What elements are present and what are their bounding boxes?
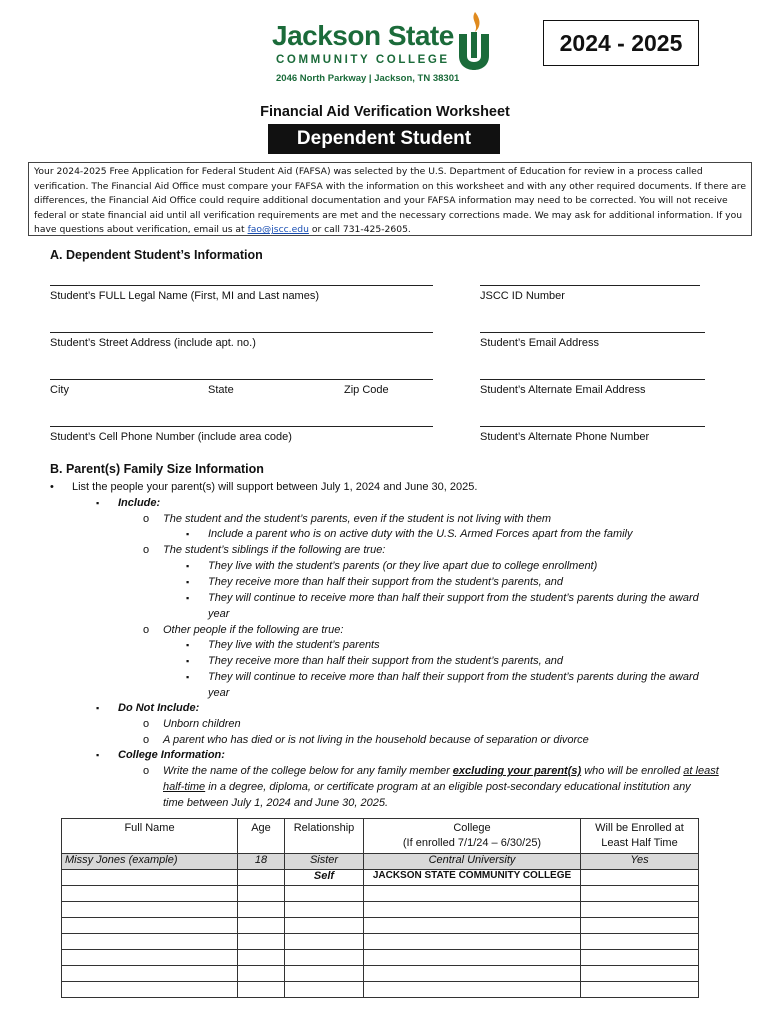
college-info-text: Write the name of the college below for any family member <box>163 765 453 777</box>
college-info-emphasis: at least <box>683 765 719 777</box>
cell-half-time-input[interactable] <box>581 982 699 998</box>
cell-age-input[interactable] <box>238 870 285 886</box>
cell-relationship-input[interactable] <box>285 918 364 934</box>
college-info-heading: College Information: <box>118 749 225 761</box>
intro-text-end: or call 731-425-2605. <box>308 224 411 236</box>
cell-phone-field[interactable] <box>50 426 433 427</box>
cell-half-time-input[interactable] <box>581 934 699 950</box>
square-bullet-icon: ▪ <box>186 577 190 587</box>
square-bullet-icon: ▪ <box>186 656 190 666</box>
alt-email-field[interactable] <box>480 379 705 380</box>
table-row <box>62 982 699 998</box>
circle-bullet-icon: o <box>143 734 150 746</box>
alt-email-label: Student’s Alternate Email Address <box>480 384 646 396</box>
cell-age: 18 <box>238 854 285 870</box>
col-header-relationship: Relationship <box>285 819 364 854</box>
family-table <box>61 818 699 998</box>
square-bullet-icon: ▪ <box>186 593 190 603</box>
email-field[interactable] <box>480 332 705 333</box>
cell-name-input[interactable] <box>62 966 238 982</box>
square-bullet-icon: ▪ <box>186 529 190 539</box>
cell-college-input[interactable] <box>364 966 581 982</box>
include-item-3c: They will continue to receive more than half their support from the student’s parents during the award <box>208 671 699 683</box>
cell-half-time-input[interactable] <box>581 950 699 966</box>
cell-name-input[interactable] <box>62 886 238 902</box>
cell-half-time: Yes <box>581 854 699 870</box>
cell-age-input[interactable] <box>238 934 285 950</box>
circle-bullet-icon: o <box>143 513 150 525</box>
include-item-2c-cont: year <box>208 608 230 620</box>
cell-age-input[interactable] <box>238 886 285 902</box>
include-item-2b: They receive more than half their support from the student’s parents, and <box>208 576 564 588</box>
cell-phone-label: Student’s Cell Phone Number (include area code) <box>50 431 292 443</box>
table-header-row <box>62 819 699 854</box>
college-address: 2046 North Parkway | Jackson, TN 38301 <box>276 73 460 84</box>
award-year-box: 2024 - 2025 <box>543 20 699 66</box>
cell-half-time-input[interactable] <box>581 918 699 934</box>
square-bullet-icon: ▪ <box>186 561 190 571</box>
college-info-line-2 <box>163 781 691 793</box>
torch-logo-icon <box>455 10 493 72</box>
page-subtitle: Dependent Student <box>268 124 500 154</box>
alt-phone-field[interactable] <box>480 426 705 427</box>
college-logo-name: Jackson State <box>272 20 454 51</box>
square-bullet-icon: ▪ <box>186 672 190 682</box>
include-item-3c-cont: year <box>208 687 230 699</box>
include-item-1a: Include a parent who is on active duty with the U.S. Armed Forces apart from the family <box>208 528 633 540</box>
cell-name-input[interactable] <box>62 982 238 998</box>
zip-label: Zip Code <box>344 384 389 396</box>
cell-relationship-input[interactable] <box>285 934 364 950</box>
city-state-zip-field[interactable] <box>50 379 433 380</box>
section-b-heading: B. Parent(s) Family Size Information <box>50 462 264 476</box>
cell-relationship-input[interactable] <box>285 886 364 902</box>
table-row <box>62 934 699 950</box>
page-title: Financial Aid Verification Worksheet <box>260 104 510 120</box>
include-item-2: The student’s siblings if the following are true: <box>163 544 386 556</box>
college-info-emphasis: excluding your parent(s) <box>452 765 582 777</box>
col-header-age: Age <box>238 819 285 854</box>
include-item-3a: They live with the student’s parents <box>208 639 380 651</box>
cell-name-input[interactable] <box>62 934 238 950</box>
include-heading: Include: <box>118 497 161 509</box>
cell-relationship-input[interactable] <box>285 982 364 998</box>
cell-college-input[interactable] <box>364 886 581 902</box>
street-address-field[interactable] <box>50 332 433 333</box>
square-bullet-icon: ▪ <box>96 703 100 713</box>
cell-relationship-input[interactable] <box>285 950 364 966</box>
cell-name-input[interactable] <box>62 918 238 934</box>
not-include-heading: Do Not Include: <box>118 702 200 714</box>
col-header-half-time-line1: Will be Enrolled at <box>595 822 684 834</box>
square-bullet-icon: ▪ <box>186 640 190 650</box>
email-label: Student’s Email Address <box>480 337 600 349</box>
cell-relationship: Sister <box>285 854 364 870</box>
cell-name-input[interactable] <box>62 950 238 966</box>
street-address-label: Student’s Street Address (include apt. no.) <box>50 337 256 349</box>
full-name-label: Student’s FULL Legal Name (First, MI and Last names) <box>50 290 320 302</box>
cell-college-input[interactable] <box>364 918 581 934</box>
col-header-college-line2: (If enrolled 7/1/24 – 6/30/25) <box>402 837 542 849</box>
table-row <box>62 886 699 902</box>
cell-age-input[interactable] <box>238 950 285 966</box>
cell-name: Missy Jones (example) <box>62 854 238 870</box>
col-header-half-time <box>581 819 699 854</box>
college-info-emphasis: half-time <box>163 781 206 793</box>
cell-half-time-input[interactable] <box>581 886 699 902</box>
cell-half-time-input[interactable] <box>581 966 699 982</box>
college-logo-subtitle: COMMUNITY COLLEGE <box>276 54 450 66</box>
circle-bullet-icon: o <box>143 624 150 636</box>
cell-age-input[interactable] <box>238 918 285 934</box>
circle-bullet-icon: o <box>143 718 150 730</box>
not-include-item-2: A parent who has died or is not living in the household because of separation or divorce <box>163 734 589 746</box>
circle-bullet-icon: o <box>143 765 150 777</box>
square-bullet-icon: ▪ <box>96 750 100 760</box>
table-row <box>62 902 699 918</box>
college-info-line-3: time between July 1, 2024 and June 30, 2025. <box>163 797 389 809</box>
cell-half-time-input[interactable] <box>581 902 699 918</box>
cell-name-input[interactable] <box>62 870 238 886</box>
section-a-heading: A. Dependent Student’s Information <box>50 248 263 262</box>
include-item-1: The student and the student’s parents, even if the student is not living with them <box>163 513 552 525</box>
cell-college-input[interactable] <box>364 950 581 966</box>
alt-phone-label: Student’s Alternate Phone Number <box>480 431 650 443</box>
table-row <box>62 918 699 934</box>
intro-paragraph <box>28 162 752 236</box>
include-item-3b: They receive more than half their support from the student’s parents, and <box>208 655 564 667</box>
not-include-item-1: Unborn children <box>163 718 241 730</box>
cell-college-input[interactable] <box>364 982 581 998</box>
jscc-id-label: JSCC ID Number <box>480 290 565 302</box>
jscc-id-field[interactable] <box>480 285 700 286</box>
col-header-name: Full Name <box>62 819 238 854</box>
table-row <box>62 966 699 982</box>
cell-relationship-input[interactable] <box>285 966 364 982</box>
include-item-3: Other people if the following are true: <box>163 624 344 636</box>
email-link[interactable]: fao@jscc.edu <box>247 224 309 236</box>
include-item-2a: They live with the student’s parents (or they live apart due to college enrollment) <box>208 560 598 572</box>
cell-relationship-input[interactable] <box>285 902 364 918</box>
state-label: State <box>208 384 234 396</box>
col-header-college <box>364 819 581 854</box>
college-info-text: in a degree, diploma, or certificate program at an eligible post-secondary educational institution any <box>205 781 691 793</box>
cell-half-time-input[interactable] <box>581 870 699 886</box>
cell-relationship: Self <box>285 870 364 886</box>
square-bullet-icon: ▪ <box>96 498 100 508</box>
cell-college: JACKSON STATE COMMUNITY COLLEGE <box>364 870 581 886</box>
circle-bullet-icon: o <box>143 544 150 556</box>
cell-name-input[interactable] <box>62 902 238 918</box>
cell-college-input[interactable] <box>364 934 581 950</box>
col-header-college-line1: College <box>453 822 491 834</box>
cell-age-input[interactable] <box>238 902 285 918</box>
cell-college: Central University <box>364 854 581 870</box>
table-row <box>62 950 699 966</box>
intro-text: Your 2024-2025 Free Application for Federal Student Aid (FAFSA) was selected by the U.S. Department of Education for review in a process called verification. The Financial Aid Office must compare your FAFSA with the information on this worksheet and with any other required documents. If there are differences, the Financial Aid Office could require additional documentation and your FAFSA information may need to be corrected. You will not receive federal or state financial aid until all verification requirements are met and the necessary corrections made. We may ask for additional information. If you have questions about verification, email us at <box>34 166 747 236</box>
include-item-2c: They will continue to receive more than half their support from the student’s parents during the award <box>208 592 699 604</box>
cell-age-input[interactable] <box>238 982 285 998</box>
list-intro-text: List the people your parent(s) will support between July 1, 2024 and June 30, 2025. <box>72 481 478 493</box>
col-header-half-time-line2: Least Half Time <box>601 837 678 849</box>
cell-college-input[interactable] <box>364 902 581 918</box>
table-row-self <box>62 870 699 886</box>
table-row-example <box>62 854 699 870</box>
college-info-text: who will be enrolled <box>581 765 684 777</box>
college-info-line-1 <box>163 765 719 777</box>
bullet-icon: • <box>50 481 54 493</box>
cell-age-input[interactable] <box>238 966 285 982</box>
full-name-field[interactable] <box>50 285 433 286</box>
city-label: City <box>50 384 69 396</box>
